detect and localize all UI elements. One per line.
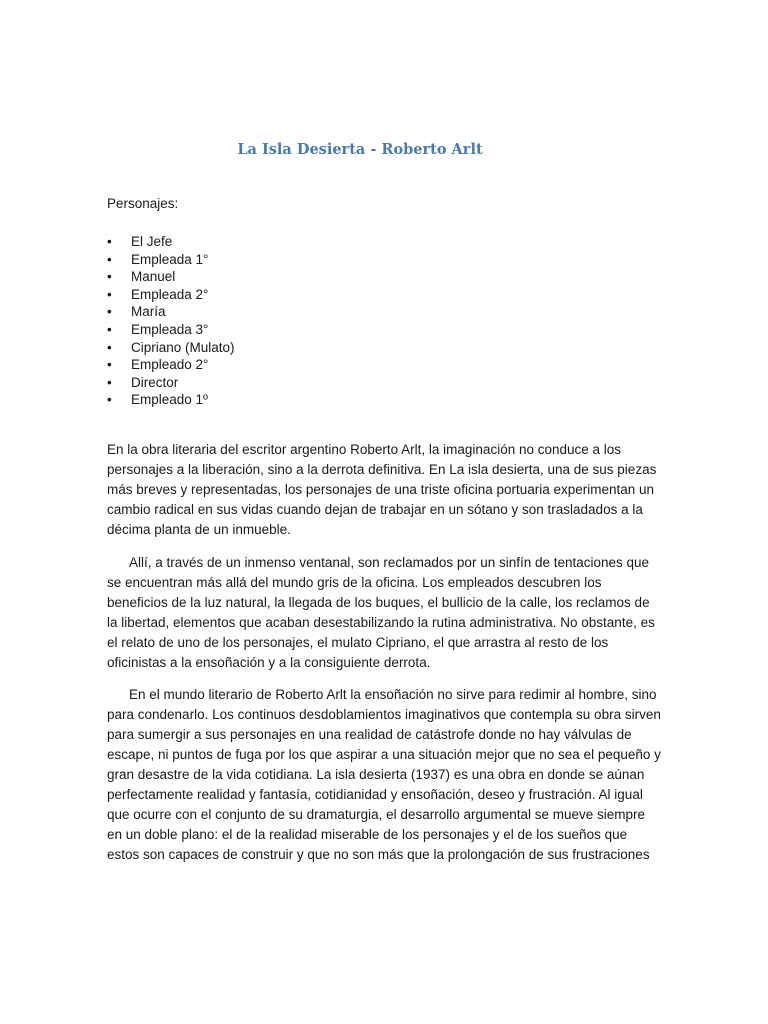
cast-member: Director bbox=[131, 374, 179, 390]
bullet-icon: • bbox=[107, 339, 112, 355]
bullet-icon: • bbox=[107, 321, 112, 337]
list-item bbox=[107, 268, 235, 286]
list-item bbox=[107, 374, 235, 392]
cast-list bbox=[107, 233, 235, 409]
cast-member: María bbox=[131, 304, 166, 320]
list-item bbox=[107, 303, 235, 321]
body-paragraph-1: En la obra literaria del escritor argentino Roberto Arlt, la imaginación no conduce a los personajes a la liberación, sino a la derrota definitiva. En La isla desierta, una de sus piezas más breves y representadas, los personajes de una triste oficina portuaria experimentan un cambio radical en sus vidas cuando dejan de trabajar en un sótano y son trasladados a la décima planta de un inmueble. bbox=[107, 442, 657, 537]
list-item bbox=[107, 391, 235, 409]
list-item bbox=[107, 251, 235, 269]
bullet-icon: • bbox=[107, 234, 112, 249]
cast-member: Empleada 1° bbox=[131, 251, 209, 267]
bullet-icon: • bbox=[107, 304, 112, 320]
cast-member: El Jefe bbox=[131, 234, 173, 249]
cast-member: Empleado 2° bbox=[131, 357, 209, 373]
bullet-icon: • bbox=[107, 357, 112, 373]
cast-member: Manuel bbox=[131, 269, 176, 285]
body-paragraph-2: Allí, a través de un inmenso ventanal, son reclamados por un sinfín de tentaciones que se encuentran más allá del mundo gris de la oficina. Los empleados descubren los beneficios de la luz natural, la llegada de los buques, el bullicio de la calle, los reclamos de la libertad, elementos que acaban desestabilizando la rutina administrativa. No obstante, es el relato de uno de los personajes, el mulato Cipriano, el que arrastra al resto de los oficinistas a la ensoñación y a la consiguiente derrota. bbox=[107, 555, 655, 670]
cast-member: Empleada 2° bbox=[131, 286, 209, 302]
body-paragraph-3: En el mundo literario de Roberto Arlt la ensoñación no sirve para redimir al hombre, sino para condenarlo. Los continuos desdoblamientos imaginativos que contempla su obra sirven para sumergir a sus personajes en una realidad de catástrofe donde no hay válvulas de escape, ni puntos de fuga por los que aspirar a una situación mejor que no sea el pequeño y gran desastre de la vida cotidiana. La isla desierta (1937) es una obra en donde se aúnan perfectamente realidad y fantasía, cotidianidad y ensoñación, deseo y frustración. Al igual que ocurre con el conjunto de su dramaturgia, el desarrollo argumental se mueve siempre en un doble plano: el de la realidad miserable de los personajes y el de los sueños que estos son capaces de construir y que no son más que la prolongación de sus frustraciones bbox=[107, 687, 661, 862]
document-title: La Isla Desierta - Roberto Arlt bbox=[237, 141, 483, 158]
list-item bbox=[107, 356, 235, 374]
cast-member: Empleada 3° bbox=[131, 321, 209, 337]
cast-member: Empleado 1º bbox=[131, 392, 208, 408]
cast-heading: Personajes: bbox=[107, 196, 179, 211]
bullet-icon: • bbox=[107, 251, 112, 267]
cast-member: Cipriano (Mulato) bbox=[131, 339, 235, 355]
bullet-icon: • bbox=[107, 392, 112, 408]
list-item bbox=[107, 339, 235, 357]
list-item bbox=[107, 233, 235, 251]
list-item bbox=[107, 286, 235, 304]
bullet-icon: • bbox=[107, 286, 112, 302]
bullet-icon: • bbox=[107, 374, 112, 390]
list-item bbox=[107, 321, 235, 339]
bullet-icon: • bbox=[107, 269, 112, 285]
